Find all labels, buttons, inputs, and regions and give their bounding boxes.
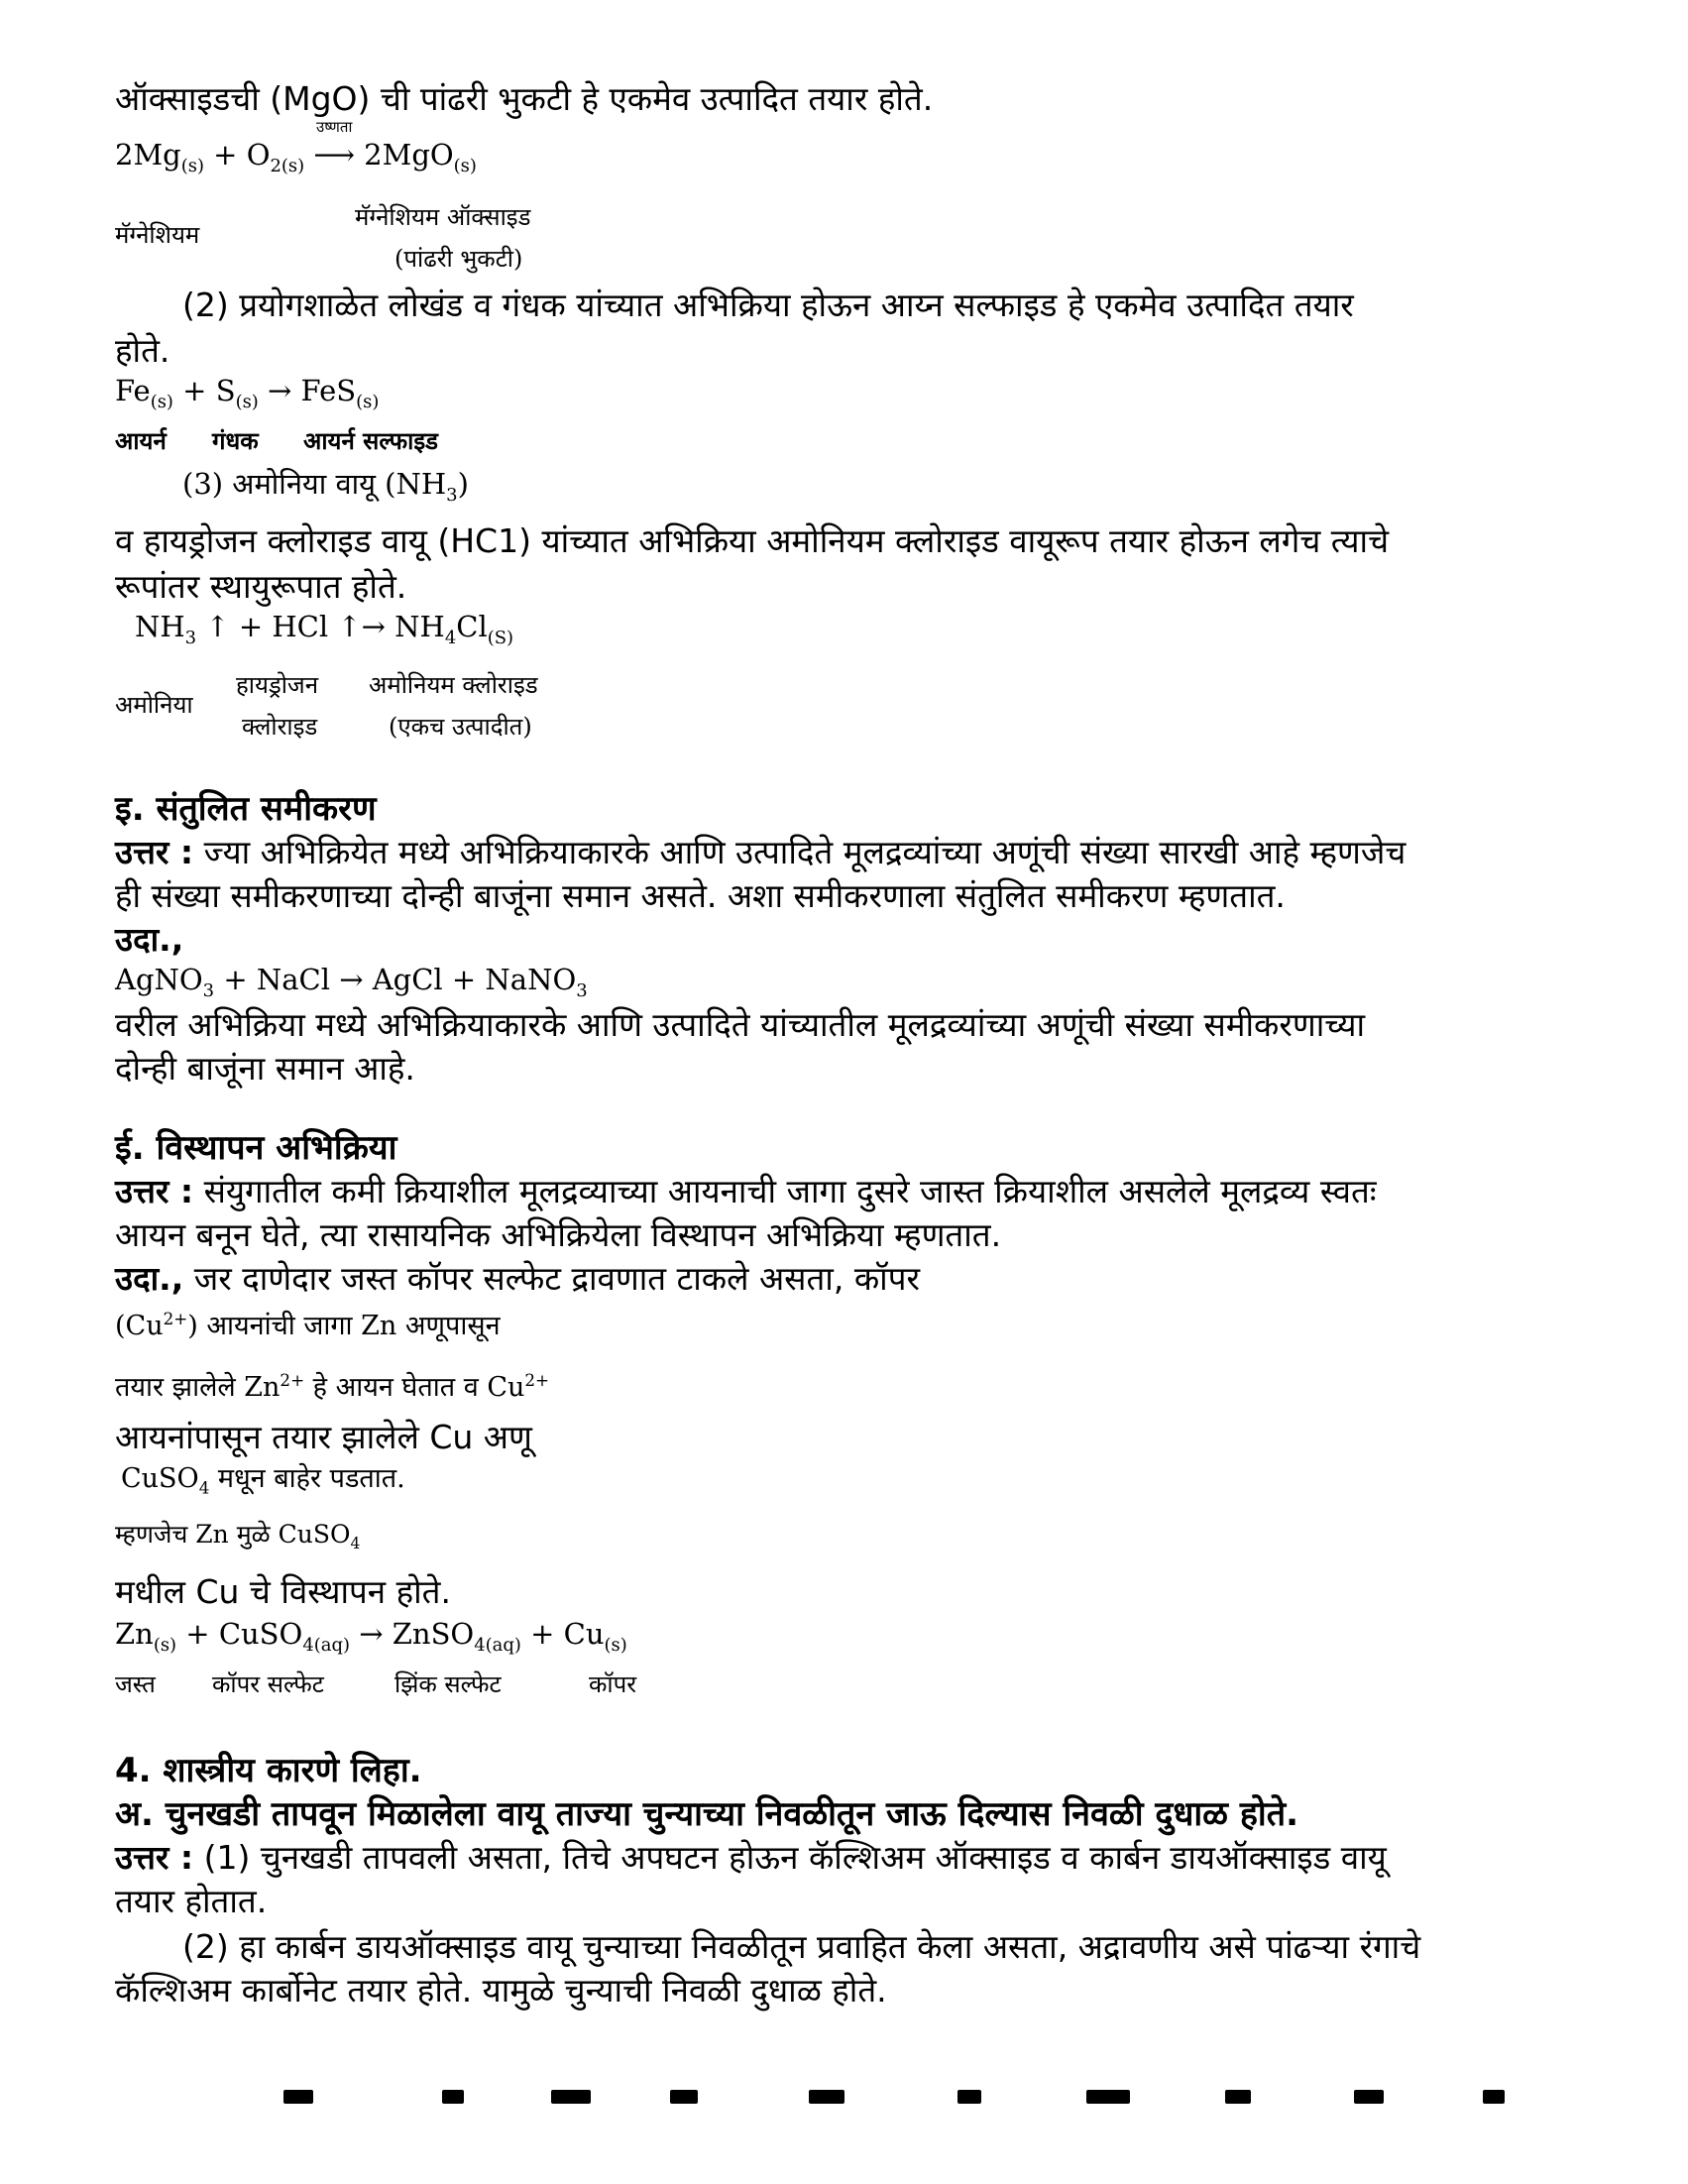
balanced-answer-line2: ही संख्या समीकरणाच्या दोन्ही बाजूंना समान असते. अशा समीकरणाला संतुलित समीकरण म्हणतात. (115, 876, 1286, 915)
copper-atoms-line: आयनांपासून तयार झालेले Cu अणू (115, 1418, 532, 1456)
label-copper-sulphate: कॉपर सल्फेट (212, 1670, 324, 1698)
displacement-answer-line1: उत्तर : संयुगातील कमी क्रियाशील मूलद्रव्याच्या आयनाची जागा दुसरे जास्त क्रियाशील असलेले मूलद्रव्य स्वतः (115, 1172, 1377, 1210)
meaning-line: म्हणजेच Zn मुळे CuSO$_4$ (115, 1520, 361, 1552)
displacement-heading: ई. विस्थापन अभिक्रिया (115, 1128, 397, 1168)
balanced-after-line2: दोन्ही बाजूंना समान आहे. (115, 1049, 415, 1088)
label-iron: आयर्न (115, 426, 167, 455)
label-zinc: जस्त (115, 1670, 156, 1698)
scientific-reasons-heading: 4. शास्त्रीय कारणे लिहा. (115, 1751, 422, 1790)
iron-sulphur-text-line2: होते. (115, 331, 170, 370)
limestone-answer-line1: उत्तर : (1) चुनखडी तापवली असता, तिचे अपघटन होऊन कॅल्शिअम ऑक्साइड व कार्बन डायऑक्साइड वायू (115, 1838, 1387, 1877)
zinc-copper-equation: $Zn_{(s)}$ + CuSO$_{4(aq)}$ → ZnSO$_{4(aq)}$ + $Cu_{(s)}$ (115, 1617, 627, 1656)
label-sulphur: गंधक (212, 426, 259, 455)
cutoff-text-fragment (115, 2090, 1562, 2104)
label-ammonium-chloride: अमोनियम क्लोराइड (369, 671, 538, 699)
cuso4-line: CuSO$_4$ मधून बाहेर पडतात. (121, 1463, 405, 1498)
balanced-after-line1: वरील अभिक्रिया मध्ये अभिक्रियाकारके आणि उत्पादिते यांच्यातील मूलद्रव्यांच्या अणूंची संख्या समीकरणाच्या (115, 1005, 1366, 1044)
fes-equation: $Fe_{(s)} + S_{(s)} \to FeS_{(s)}$ (115, 374, 380, 412)
mgo-equation: $2Mg_{(s)} + O_{2(s)}$ उष्णता ⟶ 2MgO$_{(s)}$ (115, 118, 477, 176)
label-ammonia: अमोनिया (115, 691, 193, 719)
zinc-ion-line: तयार झालेले $Zn^{2+}$ हे आयन घेतात व $Cu^{2+}$ (115, 1370, 550, 1403)
ammonia-heading: (3) अमोनिया वायू $(NH_3)$ (182, 467, 469, 506)
ammonia-text-line2: रूपांतर स्थायुरूपात होते. (115, 567, 407, 606)
label-iron-sulphide: आयर्न सल्फाइड (303, 426, 438, 455)
displacement-example: उदा., जर दाणेदार जस्त कॉपर सल्फेट द्रावणात टाकले असता, कॉपर (115, 1259, 920, 1298)
ammonia-text-line1: व हायड्रोजन क्लोराइड वायू (HC1) यांच्यात अभिक्रिया अमोनियम क्लोराइड वायूरूप तयार होऊन लगेच त्याचे (115, 521, 1390, 560)
label-zinc-sulphate: झिंक सल्फेट (394, 1670, 502, 1698)
label-hydrogen: हायड्रोजन (236, 671, 319, 699)
heat-arrow: उष्णता ⟶ (313, 118, 355, 172)
limestone-answer2-line1: (2) हा कार्बन डायऑक्साइड वायू चुन्याच्या निवळीतून प्रवाहित केला असता, अद्रावणीय असे पांढऱ्या रंगाचे (182, 1927, 1421, 1966)
balanced-answer-line1: उत्तर : ज्या अभिक्रियेत मध्ये अभिक्रियाकारके आणि उत्पादिते मूलद्रव्यांच्या अणूंची संख्या सारखी आहे म्हणजेच (115, 833, 1407, 871)
iron-sulphur-text-line1: (2) प्रयोगशाळेत लोखंड व गंधक यांच्यात अभिक्रिया होऊन आय्न सल्फाइड हे एकमेव उत्पादित तयार (182, 286, 1354, 324)
limestone-question: अ. चुनखडी तापवून मिळालेला वायू ताज्या चुन्याच्या निवळीतून जाऊ दिल्यास निवळी दुधाळ होते. (115, 1794, 1298, 1834)
mgo-product-text: ऑक्साइडची (MgO) ची पांढरी भुकटी हे एकमेव उत्पादित तयार होते. (115, 79, 934, 118)
label-chloride: क्लोराइड (242, 713, 318, 741)
limestone-answer-line2: तयार होतात. (115, 1882, 268, 1920)
label-white-powder: (पांढरी भुकटी) (394, 245, 523, 273)
displacement-answer-line2: आयन बनून घेते, त्या रासायनिक अभिक्रियेला विस्थापन अभिक्रिया म्हणतात. (115, 1215, 1002, 1254)
displacement-result-line: मधील Cu चे विस्थापन होते. (115, 1572, 451, 1611)
copper-ion-line: $(Cu^{2+})$ आयनांची जागा Zn अणूपासून (115, 1309, 501, 1341)
label-copper: कॉपर (589, 1670, 637, 1698)
balanced-example-label: उदा., (115, 920, 184, 959)
limestone-answer2-line2: कॅल्शिअम कार्बोनेट तयार होते. यामुळे चुन्याची निवळी दुधाळ होते. (115, 1971, 887, 2010)
balanced-equation-heading: इ. संतुलित समीकरण (115, 789, 377, 829)
label-magnesium-oxide: मॅग्नेशियम ऑक्साइड (355, 203, 531, 231)
label-single-product: (एकच उत्पादीत) (389, 713, 532, 741)
label-magnesium: मॅग्नेशियम (115, 221, 200, 249)
nh4cl-equation: $NH_3$ ↑ + HCl ↑→ $NH_4Cl_{(S)}$ (135, 610, 514, 648)
agno3-equation: AgNO$_3$ + NaCl → AgCl + NaNO$_3$ (115, 963, 588, 1001)
